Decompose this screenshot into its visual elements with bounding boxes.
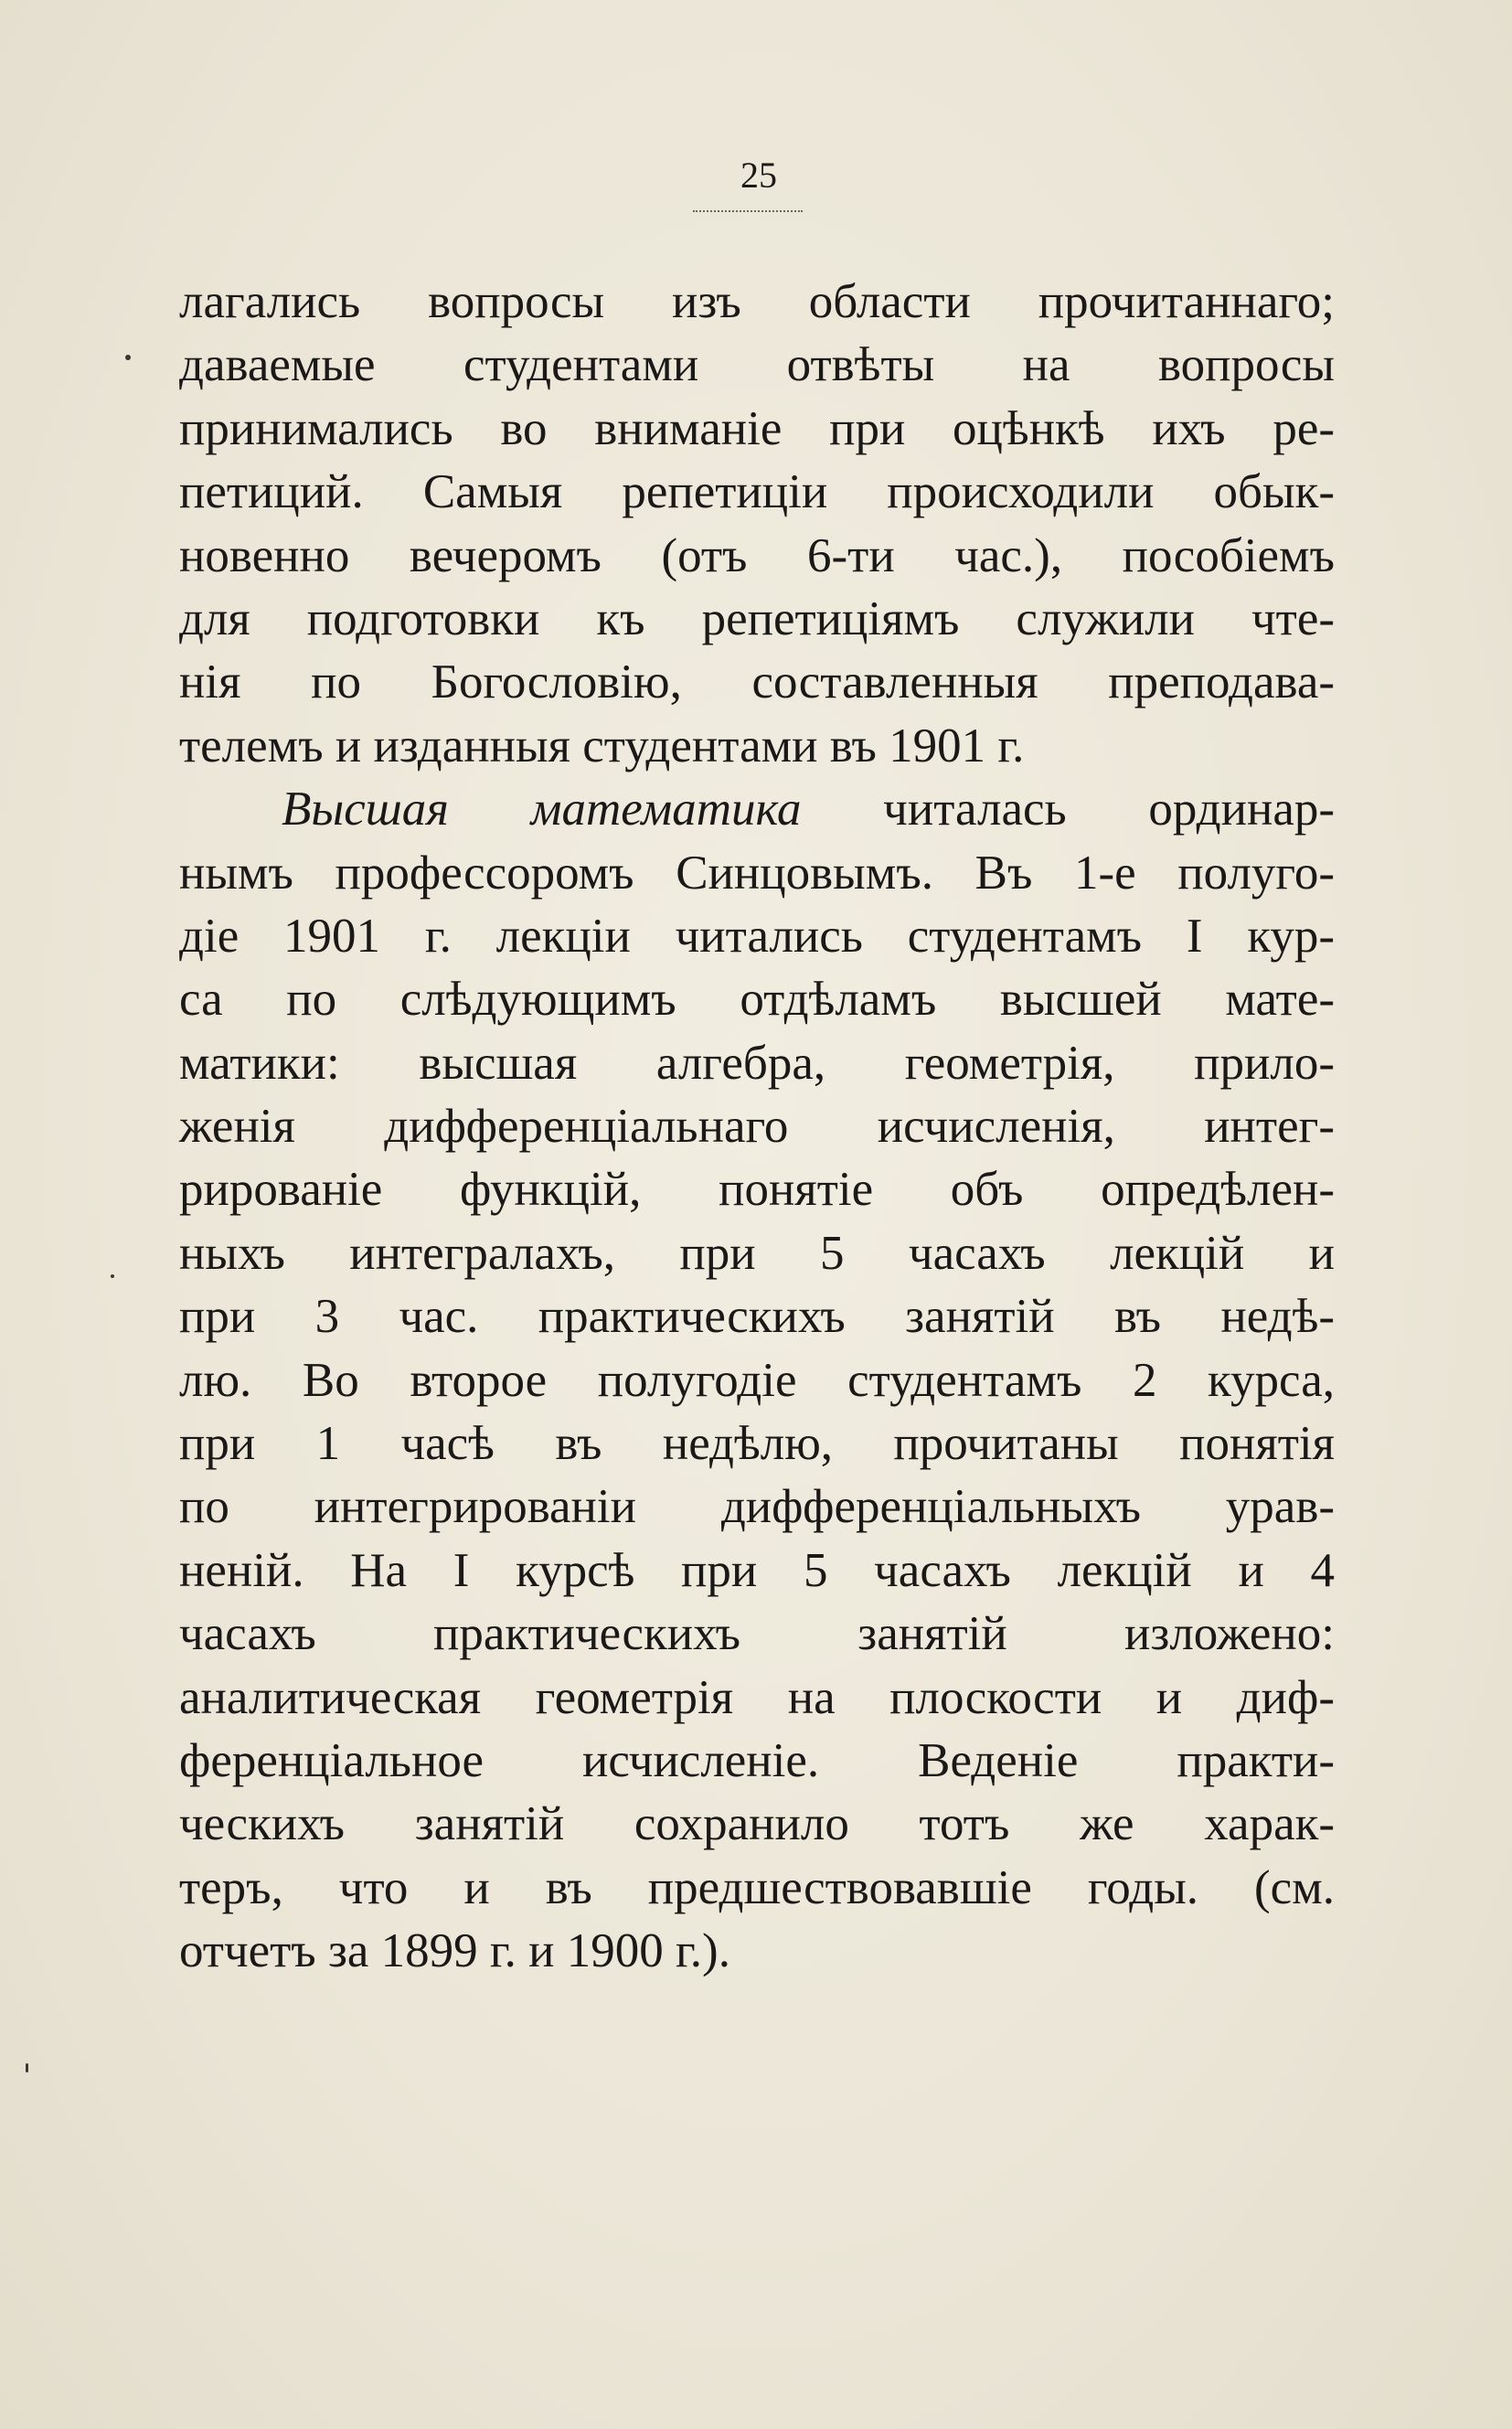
text-line: матики: высшая алгебра, геометрія, прило- (179, 1036, 1335, 1090)
text-line: телемъ и изданныя студентами въ 1901 г. (179, 719, 1025, 772)
text-line: ческихъ занятій сохранило тотъ же харак- (179, 1797, 1335, 1851)
text-line: неній. На I курсѣ при 5 часахъ лекцій и 4 (179, 1543, 1335, 1597)
text-line: даваемые студентами отвѣты на вопросы (179, 338, 1335, 392)
text-line: ференціальное исчисленіе. Веденіе практи- (179, 1733, 1335, 1787)
text-line: лю. Во второе полугодіе студентамъ 2 курса, (179, 1353, 1335, 1407)
page-number: 25 (740, 154, 777, 196)
text-line: часахъ практическихъ занятій изложено: (179, 1607, 1335, 1661)
text-line: лагались вопросы изъ области прочитаннаго; (179, 275, 1335, 328)
text-line: теръ, что и въ предшествовавшіе годы. (см. (179, 1860, 1335, 1914)
text-line: ныхъ интегралахъ, при 5 часахъ лекцій и (179, 1226, 1335, 1280)
text-line: при 3 час. практическихъ занятій въ недѣ- (179, 1290, 1335, 1344)
body-text (179, 271, 1335, 1984)
first-line-rest: читалась ординар- (801, 783, 1336, 836)
stray-print-mark (125, 355, 131, 360)
paragraph-first-line (179, 778, 1335, 841)
text-line: петиций. Самыя репетиціи происходили обык- (179, 465, 1335, 519)
text-line: по интегрированіи дифференціальныхъ урав- (179, 1480, 1335, 1534)
text-line: аналитическая геометрія на плоскости и диф- (179, 1670, 1335, 1724)
text-line: діе 1901 г. лекціи читались студентамъ I кур- (179, 909, 1335, 963)
text-line: женія дифференціальнаго исчисленія, интег- (179, 1100, 1335, 1154)
text-line: отчетъ за 1899 г. и 1900 г.). (179, 1924, 730, 1978)
text-line: при 1 часѣ въ недѣлю, прочитаны понятія (179, 1417, 1335, 1471)
text-line: нымъ профессоромъ Синцовымъ. Въ 1-е полуго- (179, 846, 1335, 900)
text-line: для подготовки къ репетиціямъ служили чте- (179, 591, 1335, 645)
stray-print-mark (26, 2063, 28, 2072)
text-line: рированіе функцій, понятіе объ опредѣлен- (179, 1163, 1335, 1217)
italic-term: Высшая математика (282, 783, 802, 836)
text-line: са по слѣдующимъ отдѣламъ высшей мате- (179, 973, 1335, 1027)
stray-print-mark (111, 1274, 114, 1278)
text-line: принимались во вниманіе при оцѣнкѣ ихъ ре- (179, 401, 1335, 455)
page-number-rule (693, 210, 803, 212)
text-line: нія по Богословію, составленныя преподава- (179, 655, 1335, 709)
text-line: новенно вечеромъ (отъ 6-ти час.), пособіемъ (179, 528, 1335, 582)
